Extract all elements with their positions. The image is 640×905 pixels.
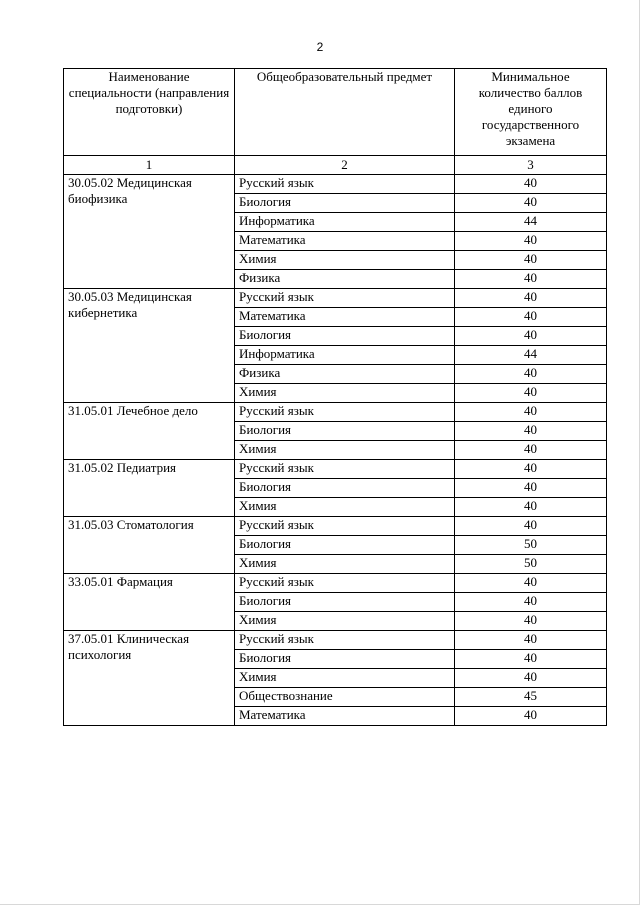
subject-cell: Биология — [235, 327, 455, 346]
score-cell: 40 — [455, 308, 607, 327]
subject-cell: Химия — [235, 498, 455, 517]
score-cell: 40 — [455, 422, 607, 441]
subject-cell: Русский язык — [235, 289, 455, 308]
specialty-cell: 31.05.03 Стоматология — [64, 517, 235, 574]
score-cell: 40 — [455, 574, 607, 593]
subject-cell: Обществознание — [235, 688, 455, 707]
specialty-cell: 31.05.01 Лечебное дело — [64, 403, 235, 460]
column-number-1: 1 — [64, 156, 235, 175]
score-cell: 40 — [455, 403, 607, 422]
table-row — [64, 403, 607, 422]
score-cell: 40 — [455, 517, 607, 536]
specialty-cell: 37.05.01 Клиническая психология — [64, 631, 235, 726]
subject-cell: Русский язык — [235, 517, 455, 536]
subject-cell: Физика — [235, 365, 455, 384]
score-cell: 40 — [455, 270, 607, 289]
specialty-cell: 30.05.02 Медицинская биофизика — [64, 175, 235, 289]
subject-cell: Математика — [235, 232, 455, 251]
table-row — [64, 631, 607, 650]
subject-cell: Биология — [235, 422, 455, 441]
score-cell: 40 — [455, 194, 607, 213]
table-body — [64, 175, 607, 726]
subject-cell: Биология — [235, 650, 455, 669]
table-row — [64, 574, 607, 593]
subject-cell: Русский язык — [235, 631, 455, 650]
specialty-cell: 31.05.02 Педиатрия — [64, 460, 235, 517]
subject-cell: Биология — [235, 194, 455, 213]
subject-cell: Химия — [235, 555, 455, 574]
subject-cell: Информатика — [235, 346, 455, 365]
specialty-cell: 33.05.01 Фармация — [64, 574, 235, 631]
subject-cell: Русский язык — [235, 403, 455, 422]
score-cell: 50 — [455, 536, 607, 555]
subject-cell: Математика — [235, 707, 455, 726]
page-number: 2 — [316, 40, 324, 54]
score-cell: 40 — [455, 365, 607, 384]
subject-cell: Информатика — [235, 213, 455, 232]
score-cell: 40 — [455, 479, 607, 498]
subject-cell: Химия — [235, 384, 455, 403]
column-number-3: 3 — [455, 156, 607, 175]
subject-cell: Математика — [235, 308, 455, 327]
specialty-cell: 30.05.03 Медицинская кибернетика — [64, 289, 235, 403]
score-cell: 40 — [455, 460, 607, 479]
score-cell: 40 — [455, 498, 607, 517]
subject-cell: Русский язык — [235, 460, 455, 479]
table-row — [64, 175, 607, 194]
subject-cell: Физика — [235, 270, 455, 289]
subject-cell: Русский язык — [235, 574, 455, 593]
table-row — [64, 289, 607, 308]
header-min-score: Минимальное количество баллов единого государственного экзамена — [455, 69, 607, 156]
column-number-2: 2 — [235, 156, 455, 175]
score-cell: 40 — [455, 441, 607, 460]
table-row — [64, 517, 607, 536]
score-cell: 40 — [455, 631, 607, 650]
table-row — [64, 460, 607, 479]
score-cell: 40 — [455, 175, 607, 194]
score-cell: 40 — [455, 669, 607, 688]
subject-cell: Биология — [235, 479, 455, 498]
score-cell: 40 — [455, 251, 607, 270]
score-cell: 50 — [455, 555, 607, 574]
header-specialty: Наименование специальности (направления подготовки) — [64, 69, 235, 156]
score-cell: 40 — [455, 327, 607, 346]
subject-cell: Химия — [235, 441, 455, 460]
subject-cell: Русский язык — [235, 175, 455, 194]
score-cell: 44 — [455, 346, 607, 365]
subject-cell: Химия — [235, 669, 455, 688]
score-cell: 40 — [455, 289, 607, 308]
score-cell: 40 — [455, 650, 607, 669]
subject-cell: Химия — [235, 612, 455, 631]
subject-cell: Химия — [235, 251, 455, 270]
exam-score-table — [63, 68, 607, 726]
score-cell: 40 — [455, 384, 607, 403]
score-cell: 44 — [455, 213, 607, 232]
header-subject: Общеобразовательный предмет — [235, 69, 455, 156]
score-cell: 40 — [455, 612, 607, 631]
score-cell: 45 — [455, 688, 607, 707]
score-cell: 40 — [455, 707, 607, 726]
subject-cell: Биология — [235, 536, 455, 555]
score-cell: 40 — [455, 232, 607, 251]
subject-cell: Биология — [235, 593, 455, 612]
score-cell: 40 — [455, 593, 607, 612]
